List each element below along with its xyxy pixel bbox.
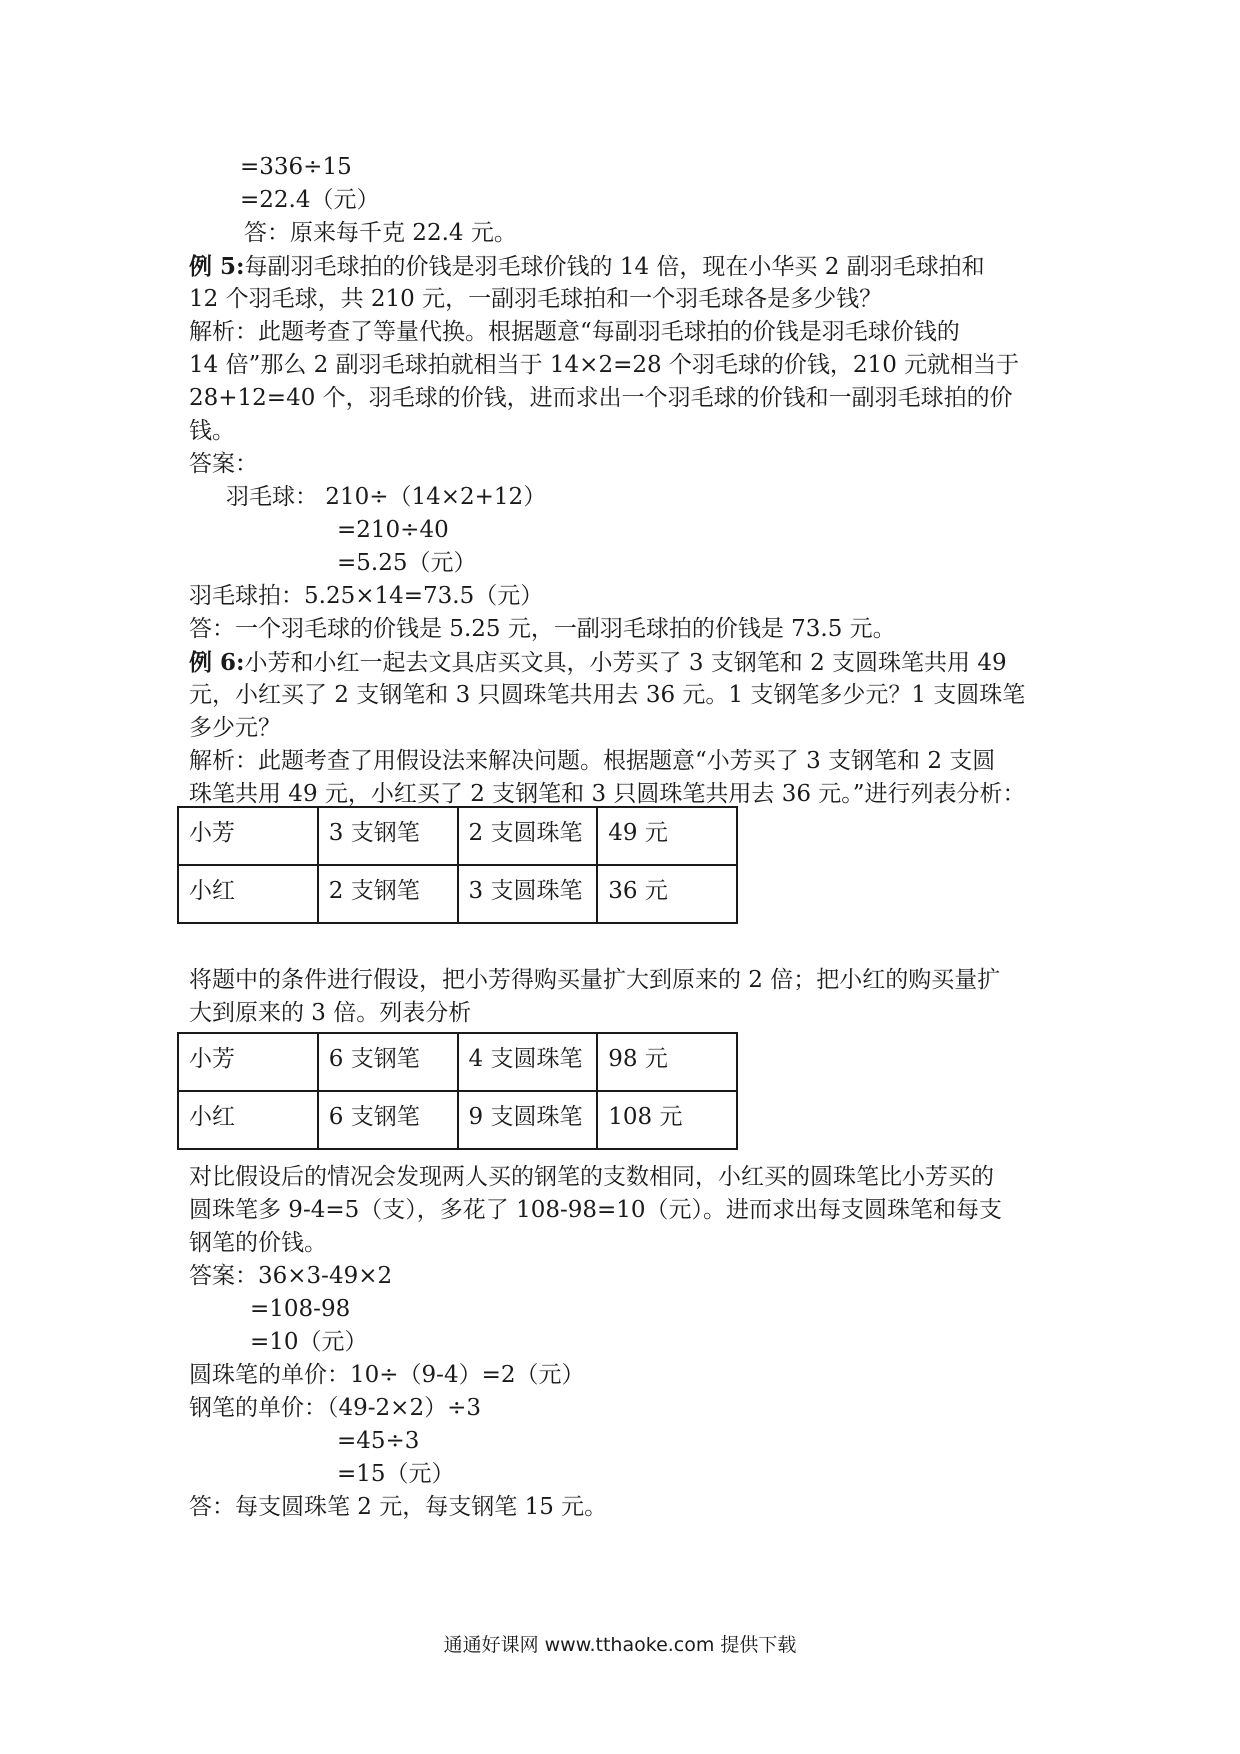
example-5-question bbox=[189, 250, 985, 283]
answer-line: 答：一个羽毛球的价钱是 5.25 元，一副羽毛球拍的价钱是 73.5 元。 bbox=[189, 616, 896, 642]
text-line: 多少元？ bbox=[189, 715, 281, 741]
table-cell: 4 支圆珠笔 bbox=[458, 1033, 598, 1091]
example-6-question-text: 小芳和小红一起去文具店买文具，小芳买了 3 支钢笔和 2 支圆珠笔共用 49 bbox=[244, 650, 1007, 676]
analysis-line: 珠笔共用 49 元，小红买了 2 支钢笔和 3 只圆珠笔共用去 36 元。”进行列表分析： bbox=[189, 781, 1026, 807]
table-cell: 小芳 bbox=[178, 807, 318, 865]
table-cell: 49 元 bbox=[597, 807, 737, 865]
table-cell: 108 元 bbox=[597, 1091, 737, 1149]
answer-label: 答案： bbox=[189, 451, 258, 477]
text-line: 对比假设后的情况会发现两人买的钢笔的支数相同，小红买的圆珠笔比小芳买的 bbox=[189, 1164, 994, 1190]
table-cell: 6 支钢笔 bbox=[318, 1033, 458, 1091]
text-line: 钢笔的价钱。 bbox=[189, 1230, 327, 1256]
text-line: 圆珠笔多 9-4=5（支），多花了 108-98=10（元）。进而求出每支圆珠笔和每支 bbox=[189, 1197, 1003, 1223]
text-line: 12 个羽毛球，共 210 元，一副羽毛球拍和一个羽毛球各是多少钱？ bbox=[189, 286, 883, 312]
equation-line: =5.25（元） bbox=[337, 550, 477, 576]
answer-line: 答：每支圆珠笔 2 元，每支钢笔 15 元。 bbox=[189, 1494, 608, 1520]
table-cell: 2 支钢笔 bbox=[318, 865, 458, 923]
purchase-table-assumed bbox=[177, 1032, 738, 1150]
example-6-label: 例 6: bbox=[189, 649, 245, 676]
analysis-line: 28+12=40 个，羽毛球的价钱，进而求出一个羽毛球的价钱和一副羽毛球拍的价 bbox=[189, 385, 1013, 411]
analysis-line: 14 倍”那么 2 副羽毛球拍就相当于 14×2=28 个羽毛球的价钱，210 元就相当于 bbox=[189, 352, 1020, 378]
table-row bbox=[178, 807, 737, 865]
equation-line: =15（元） bbox=[337, 1461, 455, 1487]
table-cell: 小芳 bbox=[178, 1033, 318, 1091]
table-row bbox=[178, 1091, 737, 1149]
equation-line: =108-98 bbox=[250, 1296, 351, 1322]
table-row bbox=[178, 865, 737, 923]
analysis-line: 解析：此题考查了等量代换。根据题意“每副羽毛球拍的价钱是羽毛球价钱的 bbox=[189, 319, 960, 345]
answer-line: 答：原来每千克 22.4 元。 bbox=[244, 220, 517, 246]
table-cell: 36 元 bbox=[597, 865, 737, 923]
example-5-label: 例 5: bbox=[189, 253, 245, 280]
equation-line: 钢笔的单价：（49-2×2）÷3 bbox=[189, 1395, 481, 1421]
equation-line: =10（元） bbox=[250, 1329, 368, 1355]
table-row bbox=[178, 1033, 737, 1091]
example-5-question-text: 每副羽毛球拍的价钱是羽毛球价钱的 14 倍，现在小华买 2 副羽毛球拍和 bbox=[244, 254, 985, 280]
table-cell: 98 元 bbox=[597, 1033, 737, 1091]
equation-line: =45÷3 bbox=[337, 1428, 420, 1454]
table-cell: 3 支圆珠笔 bbox=[458, 865, 598, 923]
page-footer: 通通好课网 www.tthaoke.com 提供下载 bbox=[443, 1634, 797, 1656]
analysis-line: 解析：此题考查了用假设法来解决问题。根据题意“小芳买了 3 支钢笔和 2 支圆 bbox=[189, 748, 996, 774]
analysis-line: 钱。 bbox=[189, 418, 235, 444]
equation-line: 答案：36×3-49×2 bbox=[189, 1263, 393, 1289]
equation-line: 圆珠笔的单价：10÷（9-4）=2（元） bbox=[189, 1362, 585, 1388]
text-line: 大到原来的 3 倍。列表分析 bbox=[189, 1000, 472, 1026]
equation-line: 羽毛球： 210÷（14×2+12） bbox=[226, 484, 547, 510]
equation-line: 羽毛球拍：5.25×14=73.5（元） bbox=[189, 583, 544, 609]
table-cell: 9 支圆珠笔 bbox=[458, 1091, 598, 1149]
equation-line: =22.4（元） bbox=[240, 187, 380, 213]
text-line: 元，小红买了 2 支钢笔和 3 只圆珠笔共用去 36 元。1 支钢笔多少元？1 支圆珠笔 bbox=[189, 682, 1026, 708]
text-line: 将题中的条件进行假设，把小芳得购买量扩大到原来的 2 倍；把小红的购买量扩 bbox=[189, 967, 1001, 993]
table-cell: 6 支钢笔 bbox=[318, 1091, 458, 1149]
table-cell: 小红 bbox=[178, 1091, 318, 1149]
table-cell: 3 支钢笔 bbox=[318, 807, 458, 865]
example-6-question bbox=[189, 646, 1007, 679]
table-cell: 2 支圆珠笔 bbox=[458, 807, 598, 865]
equation-line: =336÷15 bbox=[240, 154, 352, 180]
equation-line: =210÷40 bbox=[337, 517, 449, 543]
table-cell: 小红 bbox=[178, 865, 318, 923]
purchase-table-original bbox=[177, 806, 738, 924]
